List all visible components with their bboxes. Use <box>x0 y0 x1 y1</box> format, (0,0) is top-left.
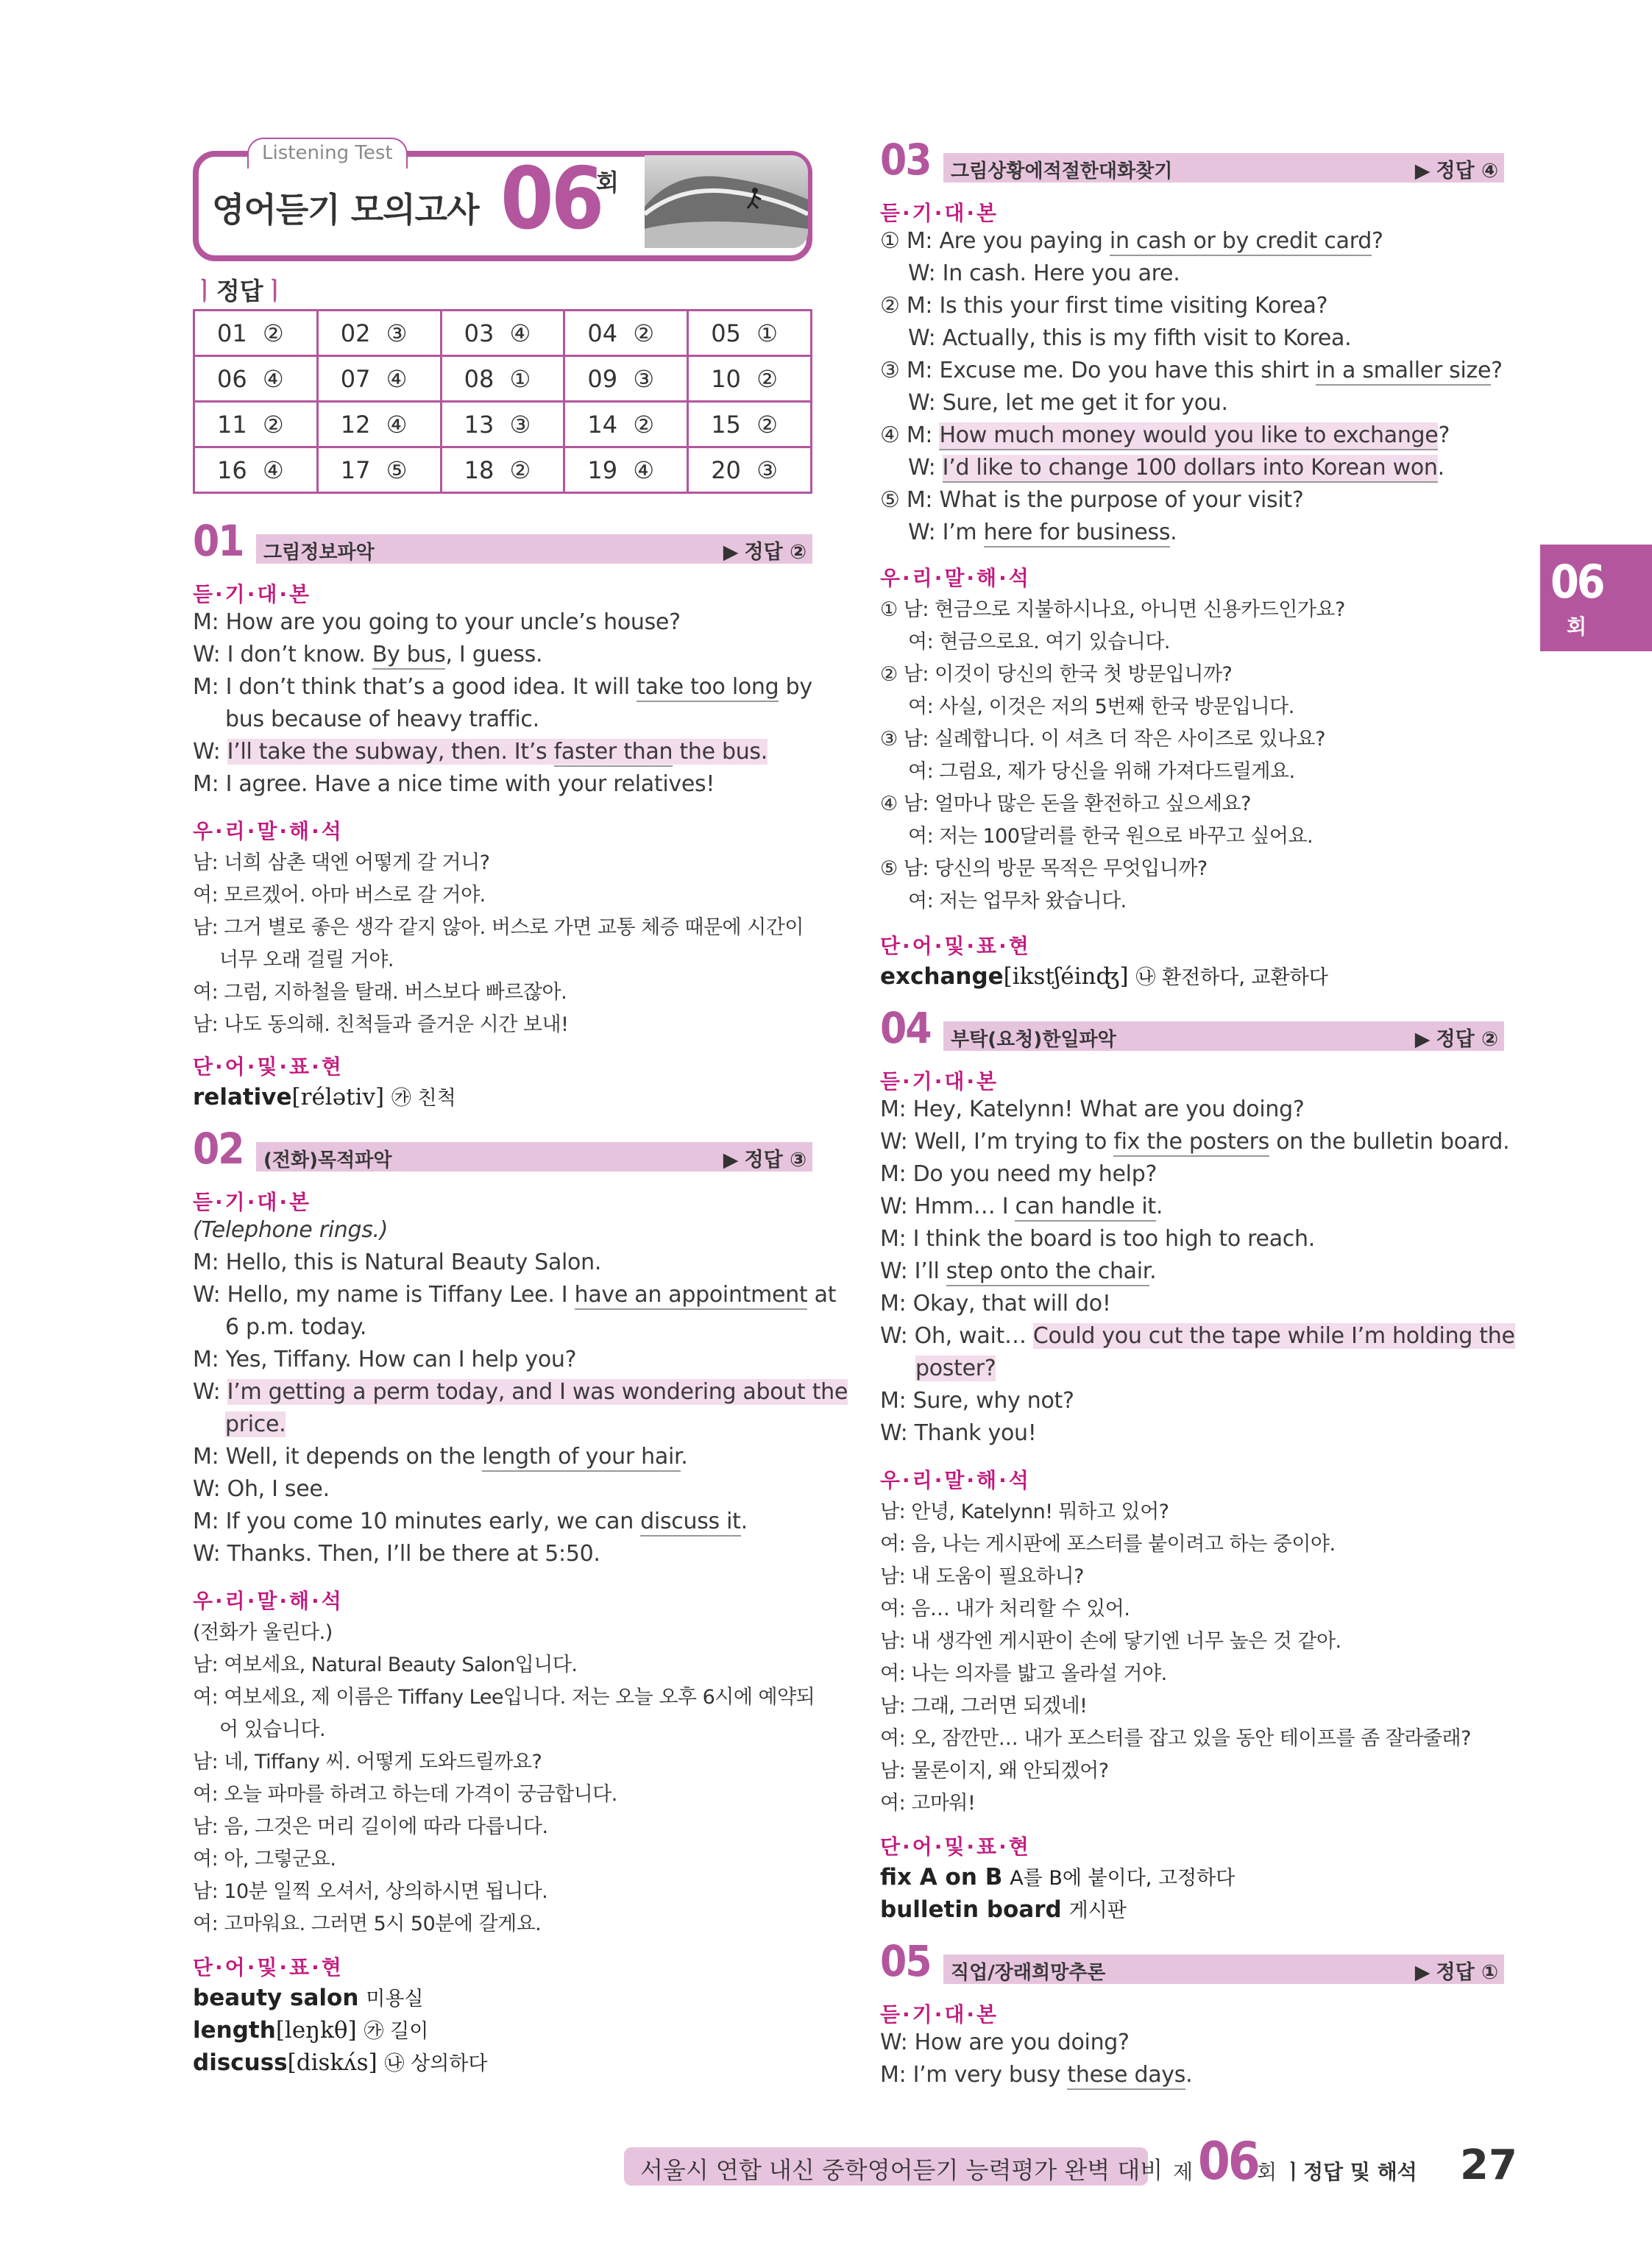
script-line: W: How are you doing? <box>880 2030 1130 2055</box>
question-number: 12 <box>340 410 371 439</box>
translation-line: 여: 나는 의자를 밟고 올라설 거야. <box>880 1662 1167 1685</box>
question-number: 04 <box>587 319 618 347</box>
trans-label: 우·리·말·해·석 <box>193 1589 344 1613</box>
translation-line: ④ 남: 얼마나 많은 돈을 환전하고 싶으세요? <box>880 793 1251 815</box>
script-line: M: Sure, why not? <box>880 1388 1074 1414</box>
answer-choice: ⑤ <box>386 456 408 484</box>
section-05-header <box>880 1936 1504 1986</box>
script-line: W: Sure, let me get it for you. <box>908 390 1228 416</box>
triangle-icon: ▶ <box>1414 160 1431 182</box>
question-number: 02 <box>340 319 371 347</box>
question-number: 14 <box>587 410 618 439</box>
footer-je: 제 <box>1173 2160 1194 2184</box>
answer-choice: ③ <box>386 319 408 347</box>
script-line: M: Yes, Tiffany. How can I help you? <box>193 1347 577 1372</box>
listening-test-label: Listening Test <box>247 138 408 169</box>
section-01-header <box>193 516 812 566</box>
header-suffix: 회 <box>596 169 619 196</box>
section-number: 01 <box>193 516 244 566</box>
translation-line: ③ 남: 실례합니다. 이 셔츠 더 작은 사이즈로 있나요? <box>880 728 1325 751</box>
answer-row <box>194 402 812 447</box>
triangle-icon: ▶ <box>723 1149 739 1172</box>
script-line: bus because of heavy traffic. <box>225 706 539 732</box>
question-number: 05 <box>711 319 741 347</box>
answer-choice: ② <box>633 319 655 347</box>
vocab-item: exchange[ikstʃéinʤ] ㉯ 환전하다, 교환하다 <box>880 963 1328 990</box>
question-number: 03 <box>464 319 494 347</box>
triangle-icon: ▶ <box>1414 1028 1431 1051</box>
answers-heading: ㅣ정답ㅣ <box>193 277 287 305</box>
answer-choice: ② <box>756 410 778 439</box>
triangle-icon: ▶ <box>723 541 739 564</box>
answer-cell <box>317 311 441 356</box>
answer-cell <box>194 447 318 493</box>
script-line: W: Thanks. Then, I’ll be there at 5:50. <box>193 1541 600 1567</box>
vocab-label: 단·어·및·표·현 <box>880 934 1031 958</box>
translation-line: 여: 음, 나는 게시판에 포스터를 붙이려고 하는 중이야. <box>880 1533 1336 1556</box>
vocab-label: 단·어·및·표·현 <box>193 1955 344 1980</box>
script-line: W: Oh, wait… Could you cut the tape while I’m holding the <box>880 1323 1515 1349</box>
translation-line: 남: 그래, 그러면 되겠네! <box>880 1695 1088 1718</box>
answer-cell <box>441 447 564 493</box>
answer-cell <box>688 447 812 493</box>
section-number: 02 <box>193 1124 244 1174</box>
question-number: 08 <box>464 364 494 393</box>
answer-choice: ④ <box>386 410 408 439</box>
translation-line: 여: 여보세요, 제 이름은 Tiffany Lee입니다. 저는 오늘 오후 6시에 예약되 <box>193 1686 815 1709</box>
question-number: 06 <box>217 364 247 393</box>
script-line: W: Hmm… I can handle it. <box>880 1194 1163 1219</box>
script-label: 듣·기·대·본 <box>880 2002 999 2027</box>
section-03-header <box>880 135 1504 185</box>
translation-line: 여: 고마워요. 그러면 5시 50분에 갈게요. <box>193 1913 542 1935</box>
translation-line: 남: 네, Tiffany 씨. 어떻게 도와드릴까요? <box>193 1751 542 1773</box>
script-label: 듣·기·대·본 <box>880 201 999 225</box>
answer-cell <box>194 402 318 447</box>
section-answer: ▶ 정답 ③ <box>723 1149 806 1172</box>
translation-line: 남: 물론이지, 왜 안되겠어? <box>880 1760 1109 1782</box>
script-line: ① M: Are you paying in cash or by credit card? <box>880 228 1383 254</box>
trans-label: 우·리·말·해·석 <box>880 566 1031 590</box>
answer-cell <box>317 356 441 402</box>
trans-label: 우·리·말·해·석 <box>880 1468 1031 1492</box>
script-line: M: Do you need my help? <box>880 1161 1158 1187</box>
translation-line: 여: 아, 그렇군요. <box>193 1848 336 1871</box>
answer-choice: ② <box>756 364 778 393</box>
answer-choice: ① <box>509 364 531 393</box>
script-line: W: I’ll step onto the chair. <box>880 1258 1156 1284</box>
script-line: W: Hello, my name is Tiffany Lee. I have an appointment at <box>193 1282 836 1308</box>
page-number: 27 <box>1460 2141 1517 2189</box>
script-line: (Telephone rings.) <box>193 1217 389 1243</box>
translation-line: 남: 10분 일찍 오셔서, 상의하시면 됩니다. <box>193 1880 548 1903</box>
footer-hoe: 회 <box>1257 2160 1277 2184</box>
vocab-item: fix A on B A를 B에 붙이다, 고정하다 <box>880 1864 1236 1890</box>
script-line: W: I’m getting a perm today, and I was wondering about the <box>193 1379 848 1405</box>
script-line: W: Thank you! <box>880 1420 1037 1446</box>
translation-line: 여: 저는 100달러를 한국 원으로 바꾸고 싶어요. <box>908 825 1314 848</box>
translation-line: 여: 그럼요, 제가 당신을 위해 가져다드릴게요. <box>908 760 1295 783</box>
header-title: 영어듣기 모의고사 <box>212 190 479 230</box>
script-line: M: How are you going to your uncle’s house? <box>193 609 681 635</box>
question-number: 09 <box>587 364 618 393</box>
answer-cell <box>194 311 318 356</box>
translation-line: 여: 모르겠어. 아마 버스로 갈 거야. <box>193 884 486 907</box>
translation-line: 여: 오, 잠깐만… 내가 포스터를 잡고 있을 동안 테이프를 좀 잘라줄래? <box>880 1727 1471 1750</box>
script-line: M: Okay, that will do! <box>880 1291 1111 1316</box>
trans-label: 우·리·말·해·석 <box>193 819 344 843</box>
answer-cell <box>441 356 564 402</box>
script-line: ③ M: Excuse me. Do you have this shirt in a smaller size? <box>880 358 1503 383</box>
translation-line: ⑤ 남: 당신의 방문 목적은 무엇입니까? <box>880 857 1208 880</box>
translation-line: 여: 그럼, 지하철을 탈래. 버스보다 빠르잖아. <box>193 981 567 1004</box>
translation-line: 여: 사실, 이것은 저의 5번째 한국 방문입니다. <box>908 695 1294 718</box>
vocab-item: bulletin board 게시판 <box>880 1896 1127 1923</box>
script-line: ④ M: How much money would you like to exchange? <box>880 422 1450 448</box>
answer-cell <box>441 311 564 356</box>
answer-choice: ③ <box>633 364 655 393</box>
vocab-item: discuss[diskʌ́s] ㉯ 상의하다 <box>193 2049 488 2076</box>
question-number: 19 <box>587 456 618 484</box>
section-answer: ▶ 정답 ④ <box>1414 160 1498 182</box>
translation-line: 여: 저는 업무차 왔습니다. <box>908 890 1127 912</box>
vocab-item: beauty salon 미용실 <box>193 1985 424 2011</box>
section-title: 직업/장래희망추론 <box>951 1962 1106 1984</box>
section-answer: ▶ 정답 ② <box>1414 1028 1498 1051</box>
answer-cell <box>688 311 812 356</box>
translation-line: 남: 그거 별로 좋은 생각 같지 않아. 버스로 가면 교통 체증 때문에 시간이 <box>193 916 804 939</box>
question-number: 15 <box>711 410 741 439</box>
footer-number: 06 <box>1198 2131 1258 2191</box>
translation-line: ② 남: 이것이 당신의 한국 첫 방문입니까? <box>880 663 1233 686</box>
translation-line: 남: 음, 그것은 머리 길이에 따라 다릅니다. <box>193 1815 548 1838</box>
script-line: ② M: Is this your first time visiting Korea? <box>880 293 1328 319</box>
script-line: poster? <box>915 1356 996 1381</box>
answer-choice: ③ <box>509 410 531 439</box>
triangle-icon: ▶ <box>1414 1961 1431 1984</box>
question-number: 16 <box>217 456 247 484</box>
translation-line: 여: 현금으로요. 여기 있습니다. <box>908 631 1170 653</box>
script-line: W: Oh, I see. <box>193 1476 330 1502</box>
script-label: 듣·기·대·본 <box>193 582 312 606</box>
script-label: 듣·기·대·본 <box>880 1069 999 1094</box>
answer-choice: ④ <box>386 364 408 393</box>
answer-cell <box>564 447 688 493</box>
answer-choice: ④ <box>633 456 655 484</box>
answer-choice: ② <box>263 319 284 347</box>
header-number: 06 <box>500 149 602 249</box>
script-line: W: Well, I’m trying to fix the posters on the bulletin board. <box>880 1129 1509 1155</box>
answer-choice: ④ <box>509 319 531 347</box>
translation-line: 남: 내 생각엔 게시판이 손에 닿기엔 너무 높은 것 같아. <box>880 1630 1341 1653</box>
script-line: W: Actually, this is my fifth visit to Korea. <box>908 325 1352 351</box>
answer-choice: ③ <box>756 456 778 484</box>
footer-section: ㅣ정답 및 해석 <box>1283 2160 1417 2184</box>
answer-choice: ② <box>263 410 284 439</box>
script-line: ⑤ M: What is the purpose of your visit? <box>880 487 1304 513</box>
test-header <box>193 142 812 261</box>
answer-cell <box>564 356 688 402</box>
question-number: 20 <box>711 456 741 484</box>
answer-cell <box>688 356 812 402</box>
answer-choice: ② <box>633 410 655 439</box>
script-line: M: Hey, Katelynn! What are you doing? <box>880 1096 1305 1122</box>
answer-table <box>193 309 812 494</box>
section-number: 04 <box>880 1003 931 1053</box>
answer-cell <box>441 402 564 447</box>
surfer-photo <box>645 155 808 248</box>
script-line: W: I’ll take the subway, then. It’s faster than the bus. <box>193 739 767 765</box>
side-tab-suffix: 회 <box>1567 614 1587 639</box>
script-line: M: If you come 10 minutes early, we can discuss it. <box>193 1509 748 1534</box>
section-title: 그림상황에적절한대화찾기 <box>951 160 1173 182</box>
translation-line: 남: 너희 삼촌 댁엔 어떻게 갈 거니? <box>193 851 490 874</box>
section-answer: ▶ 정답 ① <box>1414 1961 1498 1984</box>
script-line: M: I’m very busy these days. <box>880 2062 1192 2088</box>
answer-choice: ② <box>509 456 531 484</box>
script-label: 듣·기·대·본 <box>193 1190 312 1214</box>
answer-cell <box>564 311 688 356</box>
chapter-side-tab <box>1540 545 1652 651</box>
answer-cell <box>688 402 812 447</box>
section-title: 부탁(요청)한일파악 <box>951 1029 1116 1051</box>
script-line: price. <box>225 1411 286 1437</box>
section-title: (전화)목적파악 <box>263 1149 392 1172</box>
translation-line: ① 남: 현금으로 지불하시나요, 아니면 신용카드인가요? <box>880 598 1345 621</box>
question-number: 11 <box>217 410 247 439</box>
translation-line: 여: 오늘 파마를 하려고 하는데 가격이 궁금합니다. <box>193 1783 617 1806</box>
translation-line: (전화가 울린다.) <box>193 1621 333 1644</box>
vocab-label: 단·어·및·표·현 <box>880 1835 1031 1859</box>
answer-cell <box>194 356 318 402</box>
answer-choice: ④ <box>263 456 284 484</box>
translation-line: 어 있습니다. <box>219 1718 326 1741</box>
answer-row <box>194 447 812 493</box>
section-title: 그림정보파악 <box>263 542 375 564</box>
script-line: W: In cash. Here you are. <box>908 261 1180 286</box>
question-number: 07 <box>340 364 371 393</box>
answer-choice: ① <box>756 319 778 347</box>
vocab-item: relative[rélətiv] ㉮ 친척 <box>193 1084 456 1110</box>
section-number: 05 <box>880 1936 931 1986</box>
answer-cell <box>564 402 688 447</box>
script-line: W: I’m here for business. <box>908 520 1177 545</box>
script-line: M: I think the board is too high to reach. <box>880 1226 1315 1252</box>
translation-line: 남: 여보세요, Natural Beauty Salon입니다. <box>193 1654 578 1676</box>
question-number: 17 <box>340 456 371 484</box>
answer-choice: ④ <box>263 364 284 393</box>
answer-cell <box>317 447 441 493</box>
vocab-label: 단·어·및·표·현 <box>193 1055 344 1079</box>
question-number: 18 <box>464 456 494 484</box>
side-tab-number: 06 <box>1550 555 1603 609</box>
script-line: M: I don’t think that’s a good idea. It will take too long by <box>193 674 812 700</box>
footer-banner: 서울시 연합 내신 중학영어듣기 능력평가 완벽 대비 <box>624 2147 1148 2186</box>
translation-line: 남: 내 도움이 필요하니? <box>880 1565 1084 1588</box>
translation-line: 남: 나도 동의해. 친척들과 즐거운 시간 보내! <box>193 1013 569 1036</box>
answer-row <box>194 311 812 356</box>
answer-row <box>194 356 812 402</box>
script-line: W: I’d like to change 100 dollars into Korean won. <box>908 455 1444 481</box>
question-number: 01 <box>217 319 247 347</box>
script-line: M: Hello, this is Natural Beauty Salon. <box>193 1250 602 1275</box>
section-number: 03 <box>880 135 931 185</box>
translation-line: 여: 음… 내가 처리할 수 있어. <box>880 1598 1130 1620</box>
section-answer: ▶ 정답 ② <box>723 541 806 564</box>
script-line: 6 p.m. today. <box>225 1314 367 1340</box>
section-04-header <box>880 1003 1504 1053</box>
script-line: M: I agree. Have a nice time with your relatives! <box>193 771 715 797</box>
translation-line: 너무 오래 걸릴 거야. <box>219 949 394 971</box>
answer-cell <box>317 402 441 447</box>
vocab-item: length[leŋkθ] ㉮ 길이 <box>193 2017 429 2044</box>
script-line: W: I don’t know. By bus, I guess. <box>193 642 542 667</box>
translation-line: 남: 안녕, Katelynn! 뭐하고 있어? <box>880 1500 1169 1523</box>
question-number: 13 <box>464 410 494 439</box>
section-02-header <box>193 1124 812 1174</box>
question-number: 10 <box>711 364 741 393</box>
translation-line: 여: 고마워! <box>880 1792 976 1815</box>
script-line: M: Well, it depends on the length of your hair. <box>193 1444 688 1470</box>
